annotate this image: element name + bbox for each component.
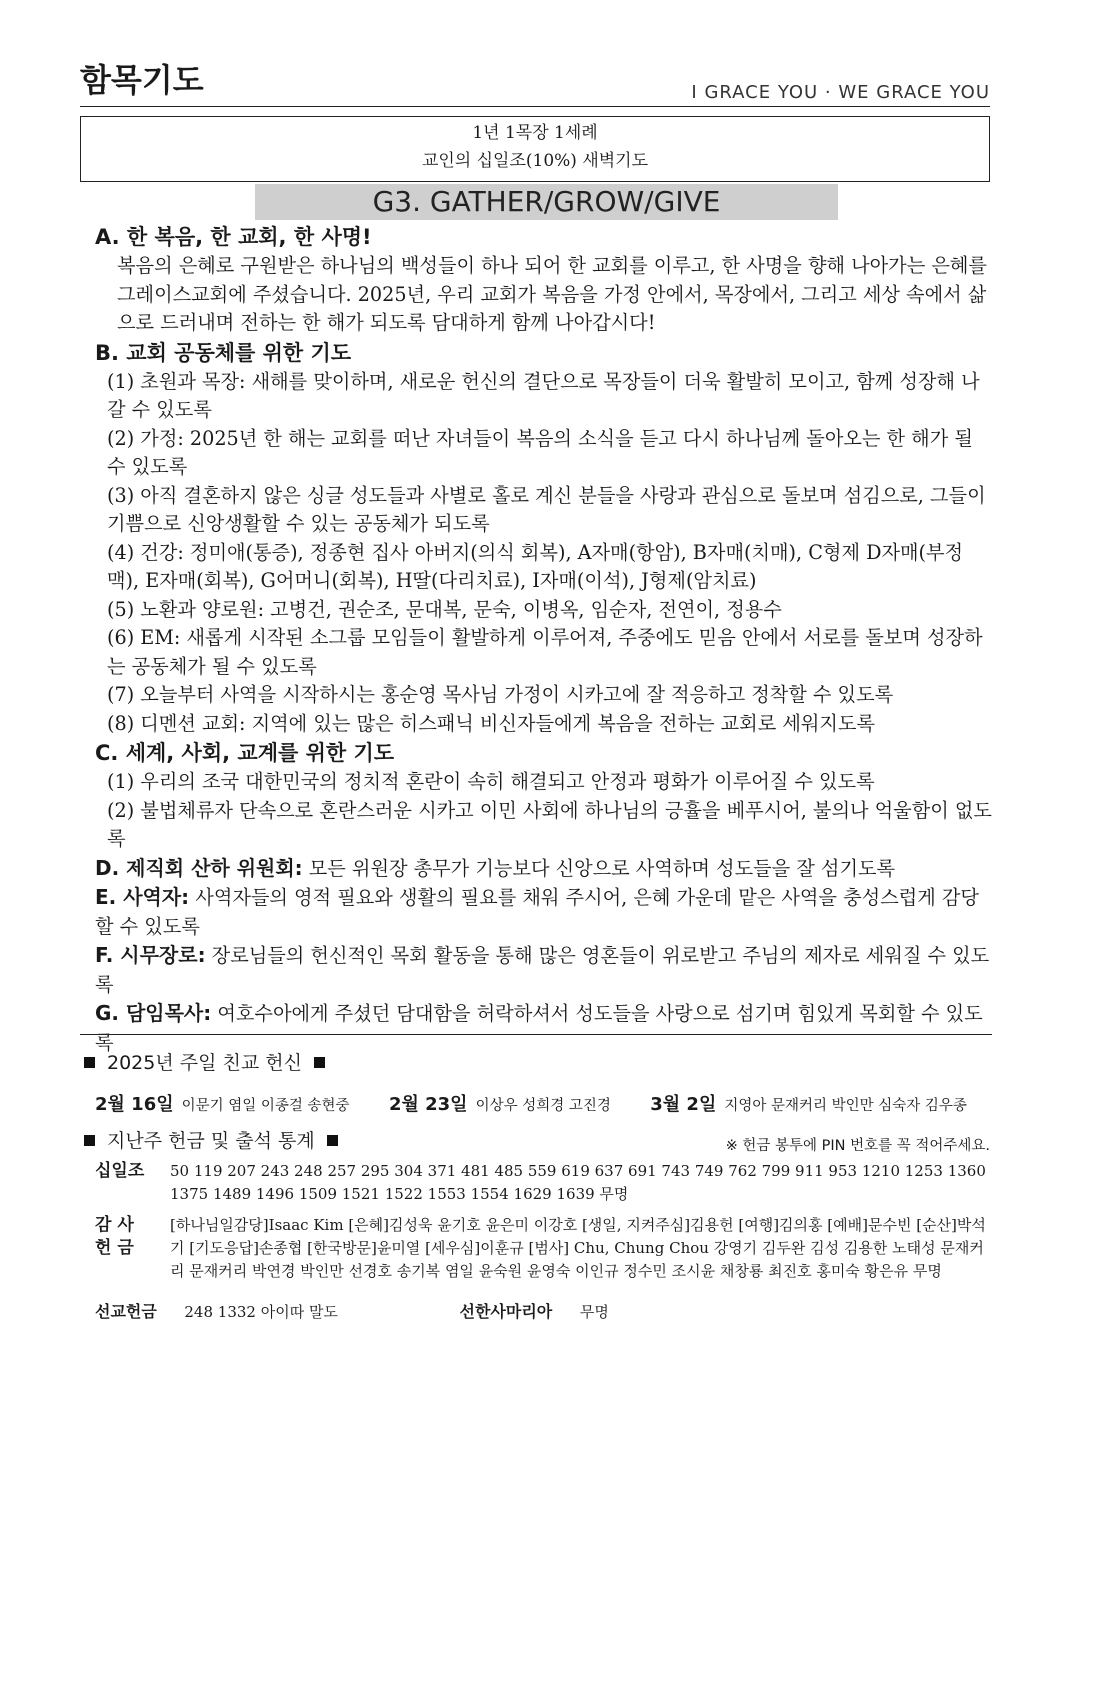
fellowship-date: 2월 23일 bbox=[388, 1094, 468, 1115]
page-title: 함목기도 bbox=[80, 61, 204, 99]
list-item: (4) 건강: 정미애(통증), 정종현 집사 아버지(의식 회복), A자매(항암), B자매(치매), C형제 D자매(부정맥), E자매(회복), G어머니(회복), H딸(다리치료), I자매(이석), J형제(암치료) bbox=[107, 540, 964, 592]
motto-line-2: 교인의 십일조(10%) 새벽기도 bbox=[421, 151, 649, 171]
fellowship-date: 2월 16일 bbox=[95, 1094, 174, 1115]
tithe-value: 50 119 207 243 248 257 295 304 371 481 485 559 619 637 691 743 749 762 799 911 953 1210 1253 1360 1375 1489 1496 1509 1521 1522 1553 1554 1629 1639 무명 bbox=[170, 1162, 986, 1203]
fellowship-heading bbox=[84, 1050, 325, 1076]
square-bullet-icon bbox=[327, 1135, 338, 1146]
list-item: (2) 불법체류자 단속으로 혼란스러운 시카고 이민 사회에 하나님의 긍휼을 베푸시어, 불의나 억울함이 없도록 bbox=[107, 798, 992, 850]
motto-line-1: 1년 1목장 1세례 bbox=[472, 123, 598, 143]
church-tagline: I GRACE YOU · WE GRACE YOU bbox=[691, 82, 990, 103]
samaria-label: 선한사마리아 bbox=[459, 1302, 553, 1321]
fellowship-names: 이상우 성희경 고진경 bbox=[475, 1098, 611, 1114]
fellowship-date: 3월 2일 bbox=[650, 1094, 717, 1115]
section-c-heading: C. 세계, 사회, 교계를 위한 기도 bbox=[95, 741, 395, 765]
square-bullet-icon bbox=[84, 1057, 95, 1068]
thanksgiving-row bbox=[95, 1214, 995, 1283]
section-f-text: 장로님들의 헌신적인 목회 활동을 통해 많은 영혼들이 위로받고 주님의 제자로 세워질 수 있도록 bbox=[95, 944, 990, 996]
list-item: (6) EM: 새롭게 시작된 소그룹 모임들이 활발하게 이루어져, 주중에도 믿음 안에서 서로를 돌보며 성장하는 공동체가 될 수 있도록 bbox=[107, 626, 983, 678]
list-item: (1) 초원과 목장: 새해를 맞이하며, 새로운 헌신의 결단으로 목장들이 더욱 활발히 모이고, 함께 성장해 나갈 수 있도록 bbox=[107, 369, 980, 421]
mission-row bbox=[95, 1300, 609, 1324]
section-d-label: D. 제직회 산하 위원회: bbox=[95, 855, 303, 880]
section-a-heading: A. 한 복음, 한 교회, 한 사명! bbox=[95, 225, 372, 249]
prayer-body bbox=[95, 222, 995, 1057]
square-bullet-icon bbox=[314, 1057, 325, 1068]
fellowship-names: 이문기 염일 이종걸 송현중 bbox=[181, 1098, 350, 1114]
section-f bbox=[95, 941, 995, 999]
pin-note: ※ 헌금 봉투에 PIN 번호를 꼭 적어주세요. bbox=[725, 1138, 990, 1154]
list-item: (3) 아직 결혼하지 않은 싱글 성도들과 사별로 홀로 계신 분들을 사랑과 관심으로 돌보며 섬김으로, 그들이 기쁨으로 신앙생활할 수 있는 공동체가 되도록 bbox=[107, 483, 986, 535]
thanksgiving-label-line-2: 헌 금 bbox=[95, 1238, 134, 1258]
fellowship-schedule bbox=[95, 1090, 967, 1116]
section-a-text: 복음의 은혜로 구원받은 하나님의 백성들이 하나 되어 한 교회를 이루고, 한 사명을 향해 나아가는 은혜를 그레이스교회에 주셨습니다. 2025년, 우리 교회가 복음을 가정 안에서, 목장에서, 그리고 세상 속에서 삶으로 드러내며 전하는 한 해가 되도록 담대하게 함께 나아갑시다! bbox=[117, 254, 987, 334]
mission-label: 선교헌금 bbox=[95, 1302, 157, 1321]
list-item: (7) 오늘부터 사역을 시작하시는 홍순영 목사님 가정이 시카고에 잘 적응하고 정착할 수 있도록 bbox=[107, 683, 894, 706]
section-e bbox=[95, 883, 995, 941]
section-g bbox=[95, 999, 995, 1057]
square-bullet-icon bbox=[84, 1135, 95, 1146]
list-item: (2) 가정: 2025년 한 해는 교회를 떠난 자녀들이 복음의 소식을 듣고 다시 하나님께 돌아오는 한 해가 될 수 있도록 bbox=[107, 426, 973, 478]
section-e-text: 사역자들의 영적 필요와 생활의 필요를 채워 주시어, 은혜 가운데 맡은 사역을 충성스럽게 감당할 수 있도록 bbox=[95, 886, 979, 938]
mission-value: 248 1332 아이따 말도 bbox=[184, 1303, 338, 1321]
section-d bbox=[95, 854, 995, 884]
fellowship-heading-text: 2025년 주일 친교 헌신 bbox=[107, 1052, 302, 1074]
thanksgiving-label bbox=[95, 1214, 134, 1260]
tithe-row bbox=[95, 1160, 995, 1206]
list-item: (5) 노환과 양로원: 고병건, 권순조, 문대복, 문숙, 이병옥, 임순자, 전연이, 정용수 bbox=[107, 597, 782, 621]
section-g-label: G. 담임목사: bbox=[95, 1001, 212, 1025]
section-g-text: 여호수아에게 주셨던 담대함을 허락하셔서 성도들을 사랑으로 섬기며 힘있게 목회할 수 있도록 bbox=[95, 1002, 983, 1054]
thanksgiving-label-line-1: 감 사 bbox=[95, 1215, 134, 1235]
list-item: (8) 디멘션 교회: 지역에 있는 많은 히스패닉 비신자들에게 복음을 전하는 교회로 세워지도록 bbox=[107, 711, 875, 735]
motto-box bbox=[80, 116, 990, 182]
section-divider bbox=[80, 1034, 992, 1035]
tithe-label: 십일조 bbox=[95, 1161, 145, 1181]
fellowship-names: 지영아 문재커리 박인만 심숙자 김우종 bbox=[724, 1098, 967, 1114]
stats-heading-text: 지난주 헌금 및 출석 통계 bbox=[107, 1130, 315, 1152]
section-d-text: 모든 위원장 총무가 기능보다 신앙으로 사역하며 성도들을 잘 섬기도록 bbox=[302, 856, 896, 880]
page-header bbox=[80, 60, 990, 107]
section-e-label: E. 사역자: bbox=[95, 885, 190, 909]
samaria-value: 무명 bbox=[579, 1303, 609, 1321]
stats-heading bbox=[84, 1128, 338, 1154]
thanksgiving-value: [하나님일감당]Isaac Kim [은혜]김성욱 윤기호 윤은미 이강호 [생일, 지켜주심]김용헌 [여행]김의홍 [예배]문수빈 [순산]박석기 [기도응답]손종협 [한국방문]윤미열 [세우심]이훈규 [범사] Chu, Chung Chou 강영기 김두완 김성 김용한 노태성 문재커리 문재커리 박연경 박인만 선경호 송기복 염일 윤숙원 윤영숙 이인규 정수민 조시윤 채창룡 최진호 홍미숙 황은유 무명 bbox=[170, 1216, 986, 1280]
section-b-heading: B. 교회 공동체를 위한 기도 bbox=[95, 340, 352, 365]
theme-banner: G3. GATHER/GROW/GIVE bbox=[255, 184, 838, 220]
list-item: (1) 우리의 조국 대한민국의 정치적 혼란이 속히 해결되고 안정과 평화가 이루어질 수 있도록 bbox=[107, 770, 875, 793]
section-f-label: F. 시무장로: bbox=[95, 943, 206, 967]
